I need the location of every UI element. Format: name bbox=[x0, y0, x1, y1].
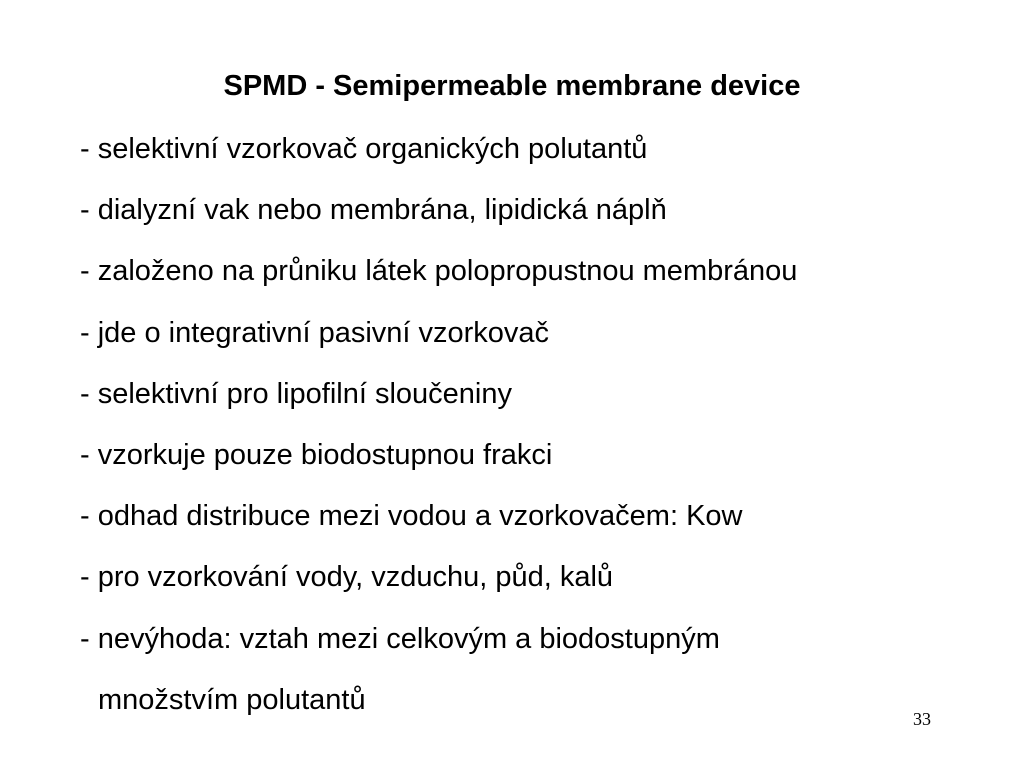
bullet-item: - jde o integrativní pasivní vzorkovač bbox=[80, 316, 550, 349]
bullet-list bbox=[80, 129, 797, 741]
bullet-item: - založeno na průniku látek polopropustnou membránou bbox=[80, 255, 798, 288]
bullet-item: - pro vzorkování vody, vzduchu, půd, kalů bbox=[80, 561, 614, 594]
bullet-item: - vzorkuje pouze biodostupnou frakci bbox=[80, 438, 553, 471]
bullet-item-continuation: množstvím polutantů bbox=[98, 683, 366, 716]
slide-title: SPMD - Semipermeable membrane device bbox=[223, 70, 801, 102]
bullet-item: - dialyzní vak nebo membrána, lipidická náplň bbox=[80, 194, 667, 227]
bullet-item: - odhad distribuce mezi vodou a vzorkovačem: Kow bbox=[80, 500, 743, 533]
bullet-item: - nevýhoda: vztah mezi celkovým a biodostupným bbox=[80, 622, 720, 655]
bullet-item: - selektivní vzorkovač organických polutantů bbox=[80, 133, 648, 165]
page-number: 33 bbox=[913, 709, 931, 729]
bullet-item: - selektivní pro lipofilní sloučeniny bbox=[80, 377, 512, 410]
